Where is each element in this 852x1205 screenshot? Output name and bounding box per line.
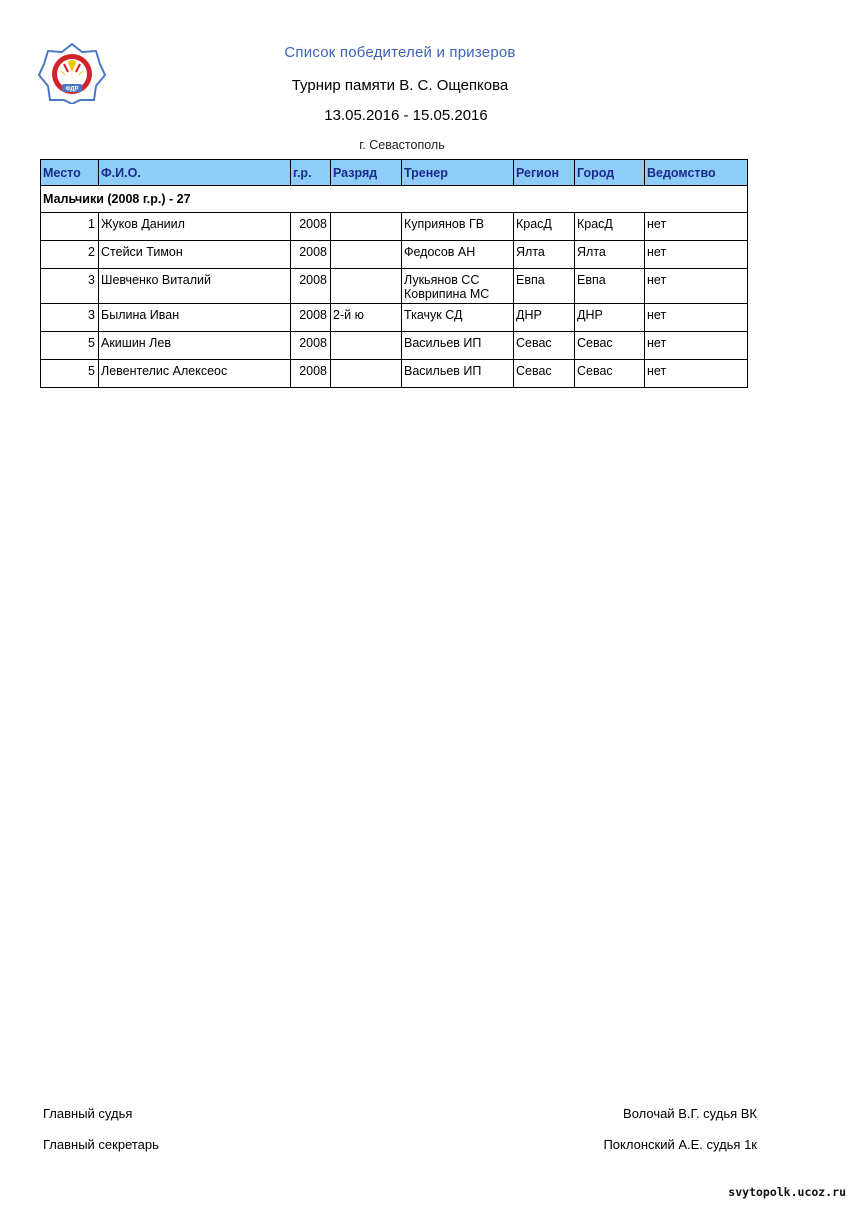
cell-year-text: 2008 [299,364,327,378]
cell-region [514,269,575,304]
cell-rank-text: 2-й ю [333,308,364,322]
cell-place [41,269,99,304]
cell-region-text: Ялта [516,245,545,259]
cell-department [645,213,748,241]
cell-coach [402,213,514,241]
cell-place-text: 3 [88,308,95,322]
cell-rank [331,360,402,388]
col-header-region: Регион [514,160,575,186]
cell-place [41,213,99,241]
table-row [41,360,748,388]
cell-coach [402,269,514,304]
cell-rank [331,332,402,360]
cell-rank [331,241,402,269]
chief-secretary-name: Поклонский А.Е. судья 1к [603,1137,757,1152]
site-watermark: svytopolk.ucoz.ru [728,1185,846,1199]
table-header-row [41,160,748,186]
cell-name-text: Левентелис Алексеос [101,364,228,378]
cell-city-text: ДНР [577,308,603,322]
cell-place-text: 3 [88,273,95,287]
logo-text: ФДР [65,86,79,93]
cell-year-text: 2008 [299,273,327,287]
cell-place-text: 1 [88,217,95,231]
cell-year-text: 2008 [299,308,327,322]
cell-name [99,213,291,241]
tournament-dates: 13.05.2016 - 15.05.2016 [324,107,488,124]
table-row [41,269,748,304]
table-row [41,213,748,241]
cell-place [41,241,99,269]
cell-city-text: Севас [577,336,613,350]
cell-coach-text: Куприянов ГВ [404,217,485,231]
cell-year [291,332,331,360]
cell-year-text: 2008 [299,217,327,231]
group-title: Мальчики (2008 г.р.) - 27 [41,186,748,213]
cell-region-text: Севас [516,336,552,350]
group-row [41,186,748,213]
cell-region-text: ДНР [516,308,542,322]
tournament-title: Турнир памяти В. С. Ощепкова [291,77,509,94]
cell-department-text: нет [647,245,667,259]
cell-rank [331,269,402,304]
cell-year [291,213,331,241]
cell-name [99,304,291,332]
cell-year [291,360,331,388]
cell-department [645,360,748,388]
cell-region-text: Севас [516,364,552,378]
cell-name-text: Акишин Лев [101,336,171,350]
chief-judge-label: Главный судья [43,1106,133,1121]
table-row [41,332,748,360]
col-header-year: г.р. [291,160,331,186]
cell-region [514,332,575,360]
cell-name [99,332,291,360]
chief-judge-name: Волочай В.Г. судья ВК [623,1106,757,1121]
cell-city [575,213,645,241]
results-table [40,159,748,388]
cell-department-text: нет [647,308,667,322]
tournament-city: г. Севастополь [359,138,445,152]
cell-department [645,304,748,332]
cell-coach-text: Васильев ИП [404,336,482,350]
cell-place [41,332,99,360]
cell-department-text: нет [647,217,667,231]
cell-coach-second-text: Коврипина МС [404,287,490,301]
cell-place [41,304,99,332]
table-row [41,304,748,332]
cell-coach-text: Васильев ИП [404,364,482,378]
cell-city [575,241,645,269]
cell-year [291,304,331,332]
cell-city [575,304,645,332]
col-header-name: Ф.И.О. [99,160,291,186]
cell-department [645,269,748,304]
cell-city [575,360,645,388]
cell-city-text: КрасД [577,217,613,231]
cell-year-text: 2008 [299,245,327,259]
table-row [41,241,748,269]
cell-place-text: 2 [88,245,95,259]
cell-region [514,241,575,269]
cell-name-text: Былина Иван [101,308,180,322]
cell-rank [331,304,402,332]
cell-name [99,360,291,388]
cell-department-text: нет [647,364,667,378]
cell-coach [402,332,514,360]
cell-department-text: нет [647,273,667,287]
cell-city-text: Евпа [577,273,606,287]
cell-department [645,241,748,269]
cell-rank [331,213,402,241]
cell-city-text: Ялта [577,245,606,259]
cell-city [575,332,645,360]
cell-region-text: КрасД [516,217,552,231]
cell-name [99,241,291,269]
cell-name-text: Стейси Тимон [101,245,183,259]
cell-year [291,269,331,304]
cell-city [575,269,645,304]
list-title: Список победителей и призеров [284,44,516,61]
cell-coach-text: Ткачук СД [404,308,463,322]
cell-coach-text: Федосов АН [404,245,476,259]
cell-coach [402,304,514,332]
cell-coach-text: Лукьянов СС [404,273,480,287]
cell-year [291,241,331,269]
col-header-place: Место [41,160,99,186]
cell-coach [402,241,514,269]
cell-region [514,360,575,388]
col-header-city: Город [575,160,645,186]
cell-department-text: нет [647,336,667,350]
chief-secretary-label: Главный секретарь [43,1137,159,1152]
cell-name [99,269,291,304]
cell-city-text: Севас [577,364,613,378]
cell-name-text: Шевченко Виталий [101,273,212,287]
col-header-coach: Тренер [402,160,514,186]
cell-year-text: 2008 [299,336,327,350]
cell-place-text: 5 [88,336,95,350]
cell-place [41,360,99,388]
col-header-rank: Разряд [331,160,402,186]
cell-region-text: Евпа [516,273,545,287]
cell-name-text: Жуков Даниил [101,217,185,231]
cell-region [514,304,575,332]
col-header-department: Ведомство [645,160,748,186]
cell-place-text: 5 [88,364,95,378]
cell-region [514,213,575,241]
cell-coach [402,360,514,388]
cell-department [645,332,748,360]
